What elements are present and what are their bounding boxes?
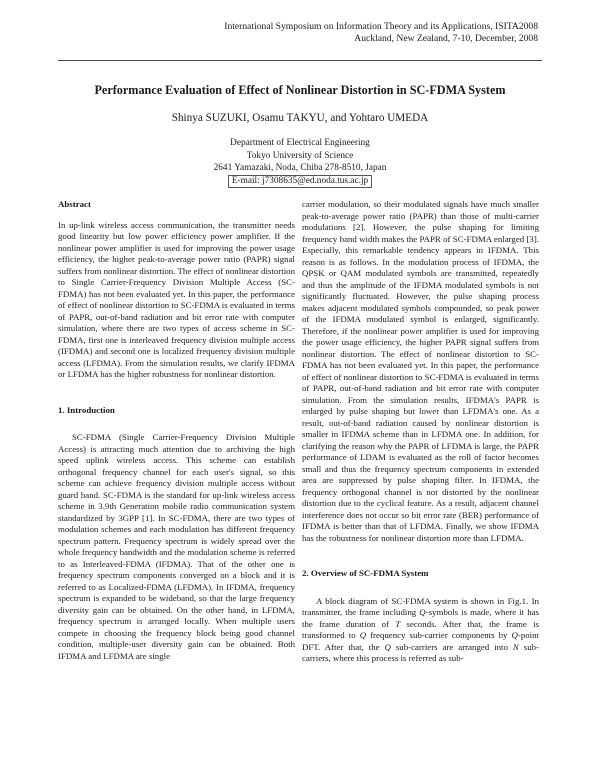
intro-text: SC-FDMA (Single Carrier-Frequency Division Multiple Access) is attracting much attention due to archiving the high speed uplink wireless access. This scheme can establish orthogonal frequency channel for each user's signal, so this scheme can achieve frequency division multiple access without guard band. SC-FDMA is the standard for up-link wireless access scheme in 3.9th Generation mobile radio communication system standardized by 3GPP [1]. In SC-FDMA, there are two types of modulation schemes and each modulation has different frequency spectrum pattern. Frequency spectrum is widely spread over the whole frequency bandwidth and the modulation scheme is referred to as Interleaved-FDMA (IFDMA). That of the other one is frequency spectrum components converged on a block and it is referred to as Localized-FDMA (LFDMA). In IFDMA, frequency spectrum is expanded to be wideband, so that the large frequency diversity gain can be obtained. On the other hand, in LFDMA, frequency spectrum is arranged locally. When multiple users compete in choosing the frequency block being good channel condition, multiple-user diversity gain can be obtained. Both IFDMA and LFDMA are single: [58, 432, 295, 661]
paper-title: Performance Evaluation of Effect of Nonlinear Distortion in SC-FDMA System: [94, 83, 506, 97]
paper-authors: Shinya SUZUKI, Osamu TAKYU, and Yohtaro UMEDA: [171, 112, 429, 124]
author-email[interactable]: E-mail: j7308635@ed.noda.tus.ac.jp: [228, 175, 372, 188]
abstract-text: In up-link wireless access communication, the transmitter needs good linearity but low power efficiency power amplifier. If the nonlinear power amplifier is used for improving the power usage efficiency, the higher peak-to-average power ratio (PAPR) signal suffers from nonlinear distortion. The effect of nonlinear distortion to Single Carrier-Frequency Division Multiple Access (SC-FDMA) has not been evaluated yet. In this paper, the performance of effect of nonlinear distortion to SC-FDMA is evaluated in terms of PAPR, out-of-band radiation and bit error rate with computer simulation, where there are two types of access scheme in SC-FDMA, first one is interleaved frequency division multiple access (IFDMA) and second one is localized frequency division multiple access (LFDMA). From the simulation results, we clarify IFDMA or LFDMA has the higher robustness for nonlinear distortion.: [58, 219, 295, 379]
conference-name: International Symposium on Information Theory and its Applications, ISITA2008: [224, 21, 538, 32]
overview-heading: 2. Overview of SC-FDMA System: [302, 568, 429, 578]
overview-text: A block diagram of SC-FDMA system is shown in Fig.1. In transmitter, the frame including Q-symbols is made, where it has the frame duration of T seconds. After that, the frame is transformed to Q frequency sub-carrier components by Q-point DFT. After that, the Q sub-carriers are arranged into N sub-carriers, where this process is referred as sub-: [302, 595, 540, 663]
abstract-heading: Abstract: [58, 199, 91, 209]
affiliation-univ: Tokyo University of Science: [246, 150, 354, 161]
left-column: [58, 199, 295, 662]
intro-text-continued: carrier modulation, so their modulated signals have much smaller peak-to-average power ratio (PAPR) than those of multi-carrier modulations [2]. However, the pulse shaping for limiting frequency band width makes the PAPR of SC-FDMA enlarged [3]. Especially, this remarkable tendency appears in IFDMA. This reason is as follows. In the modulation process of IFDMA, the QPSK or QAM modulated symbols are transmitted, repeatedly and thus the amplitude of the IFDMA modulated symbols is not significantly fluctuated. However, the pulse shaping process makes adjacent modulated symbols compounded, so peak power of the IFDMA modulated symbol is enlarged, significantly. Therefore, if the nonlinear power amplifier is used for improving the power usage efficiency, the higher PAPR signal suffers from nonlinear distortion. The effect of nonlinear distortion to SC-FDMA has not been evaluated yet. In this paper, the performance of effect of nonlinear distortion to SC-FDMA is evaluated in terms of PAPR, out-of-band radiation and bit error rate with computer simulation. From the simulation results, IFDMA's PAPR is enlarged by pulse shaping but lower than LFDMA's one. As a result, out-of-band radiation caused by nonlinear distortion is smaller in IFDMA scheme than in LFDMA one. In addition, for clarifying the reason why the PAPR of LFDMA is large, the PAPR performance of LDAM is evaluated as the roll of factor becomes small and thus the frequency spectrum components in extended area are suppressed by pulse shaping filter. In IFDMA, the frequency orthogonal channel is not distorted by the nonlinear distortion due to the cyclical feature. As a result, adjacent channel interference does not occur so bit error rate (BER) performance of IFDMA is better than that of LFDMA. Finally, we show IFDMA has the robustness for nonlinear distortion more than LFDMA.: [302, 199, 539, 543]
header-rule: [58, 60, 542, 61]
affiliation: [0, 137, 600, 188]
affiliation-address: 2641 Yamazaki, Noda, Chiba 278-8510, Japan: [213, 163, 387, 173]
intro-heading: 1. Introduction: [58, 404, 115, 415]
conference-header: [224, 21, 538, 45]
conference-location: Auckland, New Zealand, 7-10, December, 2008: [354, 33, 538, 44]
affiliation-dept: Department of Electrical Engineering: [230, 138, 370, 148]
right-column: [302, 199, 539, 665]
